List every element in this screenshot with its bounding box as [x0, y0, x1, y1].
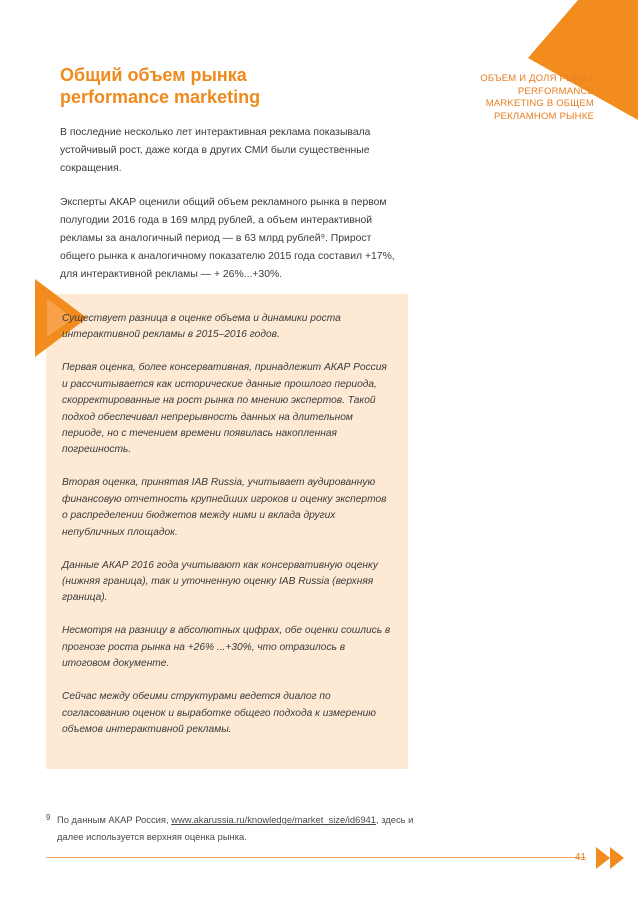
page-title: [60, 64, 320, 108]
section-label-line: РЕКЛАМНОМ РЫНКЕ: [494, 110, 594, 122]
double-arrow-icon: [596, 847, 628, 869]
callout-paragraph: Первая оценка, более консервативная, принадлежит АКАР Россия и рассчитывается как исторические данные прошлого периода, скорректированные на рост рынка по мнению экспертов. Такой подход обеспечивал непрерывность данных на длительном периоде, но с течением времени появилась накопленная погрешность.: [62, 362, 387, 456]
footer-divider: [46, 857, 586, 858]
intro-paragraph: В последние несколько лет интерактивная реклама показывала устойчивый рост, даже когда в других СМИ были существенные сокращения.: [60, 127, 371, 174]
callout-paragraph: Данные АКАР 2016 года учитывают как консервативную оценку (нижняя граница), так и уточненную оценку IAB Russia (верхняя граница).: [62, 559, 378, 604]
section-label-line: ОБЪЕМ И ДОЛЯ РЫНКА: [480, 73, 594, 84]
intro-text: [60, 124, 405, 300]
callout-paragraph: Существует разница в оценке объема и динамики роста интерактивной рекламы в 2015–2016 годов.: [62, 313, 341, 341]
footnote-body: [46, 811, 426, 845]
intro-paragraph: Эксперты АКАР оценили общий объем рекламного рынка в первом полугодии 2016 года в 169 млрд рублей, а объем интерактивной рекламы за аналогичный период — в 63 млрд рублей⁹. Прирост общего рынка к аналогичному показателю 2015 года составил +17%, для интерактивной рекламы — + 26%...+30%.: [60, 197, 395, 280]
callout-paragraph: Сейчас между обеими структурами ведется диалог по согласованию оценок и выработке общего подхода к измерению объемов интерактивной рекламы.: [62, 691, 376, 736]
callout-paragraph: Вторая оценка, принятая IAB Russia, учитывает аудированную финансовую отчетность крупнейших игроков и оценку экспертов о распределении бюджетов между ними и вклада других непубличных площадок.: [62, 477, 387, 538]
footnote-suffix: , здесь и далее используется верхняя оценка рынка.: [57, 814, 414, 842]
footnote-prefix: По данным АКАР Россия,: [57, 814, 172, 825]
footnote-link[interactable]: www.akarussia.ru/knowledge/market_size/id6941: [171, 814, 376, 825]
section-label-line: PERFORMANCE: [517, 85, 594, 97]
page-number: 41: [574, 852, 586, 863]
title-line: Общий объем рынка: [60, 65, 247, 85]
title-line: performance marketing: [60, 87, 261, 107]
section-label: [444, 73, 594, 123]
footnote: [46, 811, 426, 845]
callout-text: [62, 311, 392, 755]
section-label-line: MARKETING В ОБЩЕМ: [485, 98, 594, 109]
callout-paragraph: Несмотря на разницу в абсолютных цифрах, обе оценки сошлись в прогнозе роста рынка на +26% ...+30%, что отразилось в итоговом документе.: [62, 625, 391, 670]
footnote-marker: 9: [46, 813, 51, 822]
